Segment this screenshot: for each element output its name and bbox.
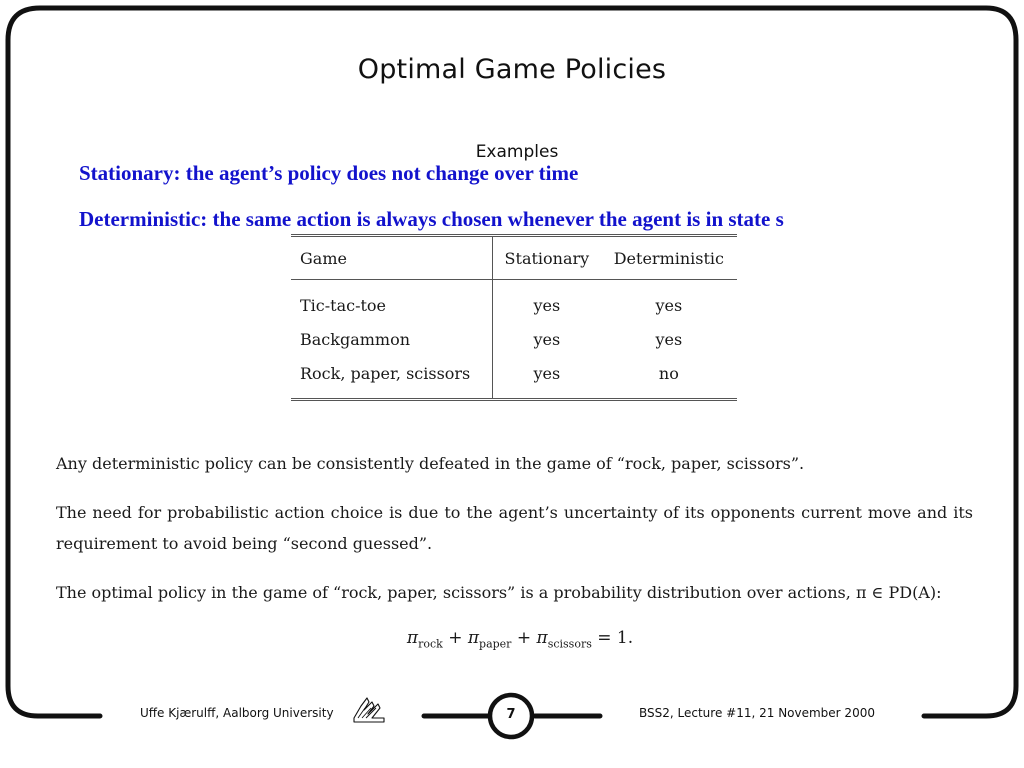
formula-right-hand-side: = 1. (597, 628, 634, 648)
slide-title: Optimal Game Policies (357, 54, 667, 85)
table-cell-deterministic: yes (655, 329, 683, 349)
table-cell-stationary: yes (533, 363, 561, 383)
table-header-row (291, 236, 737, 280)
formula-pi-symbol: π (406, 628, 419, 648)
formula-subscript-paper: paper (479, 637, 512, 651)
column-header-game: Game (291, 236, 493, 280)
table-cell-deterministic: yes (655, 295, 683, 315)
table-cell-game: Tic-tac-toe (291, 280, 493, 323)
table-cell-game: Backgammon (291, 322, 493, 356)
table-row (291, 280, 737, 323)
aalborg-university-logo-icon (352, 696, 386, 724)
formula-subscript-scissors: scissors (547, 637, 592, 651)
page-number: 7 (506, 707, 516, 722)
section-heading-examples: Examples (475, 142, 559, 162)
paragraph-probabilistic-choice: The need for probabilistic action choice is due to the agent’s uncertainty of its opponents current move and its requirement to avoid being “second guessed”. (56, 503, 973, 553)
formula-subscript-rock: rock (418, 637, 443, 651)
table-row (291, 356, 737, 400)
footer-course-info: BSS2, Lecture #11, 21 November 2000 (639, 706, 875, 720)
stationary-definition-note: Stationary: the agent’s policy does not change over time (79, 161, 579, 185)
table-row (291, 322, 737, 356)
table-cell-game: Rock, paper, scissors (291, 356, 493, 400)
formula-plus-sign: + (448, 628, 463, 648)
probability-sum-formula (0, 628, 1024, 650)
table-cell-stationary: yes (533, 295, 561, 315)
paragraph-deterministic-defeat: Any deterministic policy can be consistently defeated in the game of “rock, paper, scissors”. (56, 454, 805, 473)
column-header-stationary: Stationary (504, 248, 590, 268)
footer-author: Uffe Kjærulff, Aalborg University (140, 706, 334, 720)
column-header-deterministic: Deterministic (613, 248, 724, 268)
table-cell-deterministic: no (658, 363, 679, 383)
deterministic-definition-note: Deterministic: the same action is always chosen whenever the agent is in state s (79, 207, 784, 231)
formula-pi-symbol: π (467, 628, 480, 648)
paragraph-optimal-policy: The optimal policy in the game of “rock, paper, scissors” is a probability distribution over actions, π ∈ PD(A): (56, 583, 942, 602)
game-examples-table (291, 234, 737, 401)
formula-pi-symbol: π (536, 628, 548, 648)
formula-plus-sign: + (516, 628, 532, 648)
table-cell-stationary: yes (533, 329, 561, 349)
